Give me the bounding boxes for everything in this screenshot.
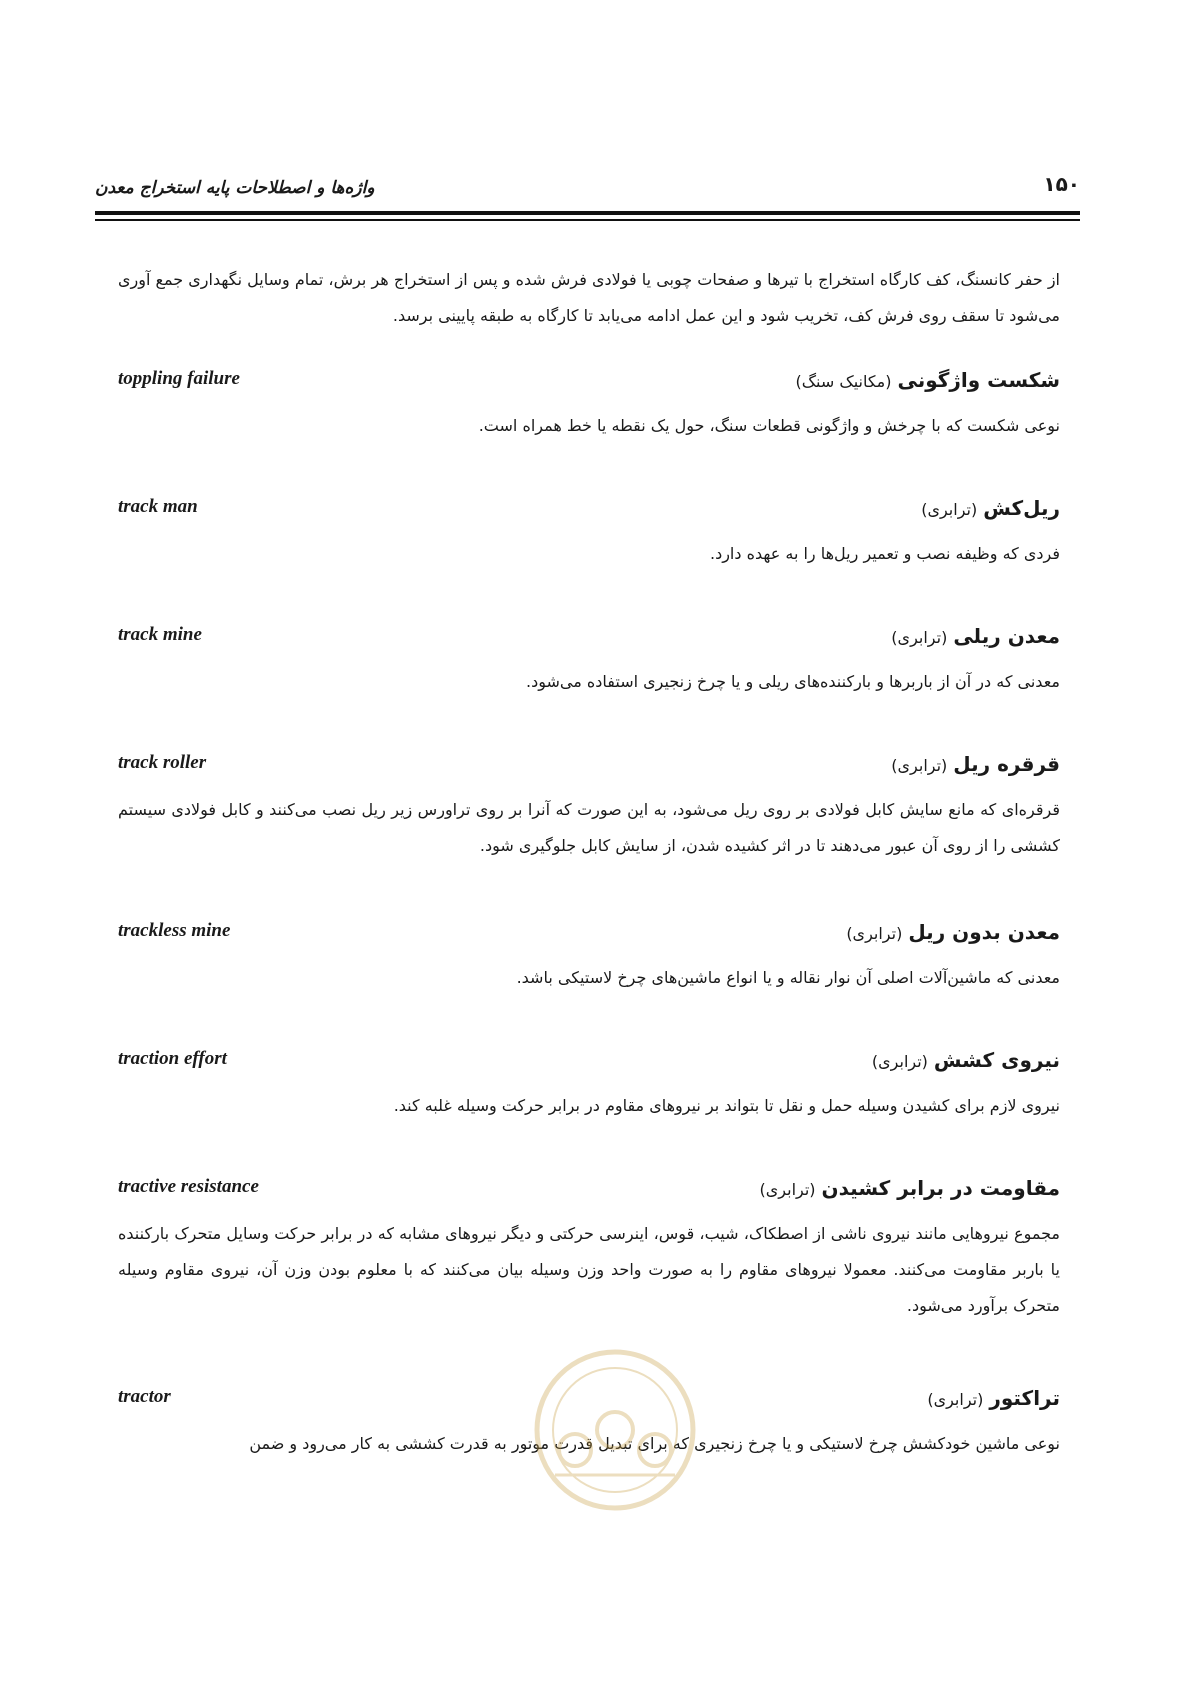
term-persian: تراکتور <box>989 1386 1060 1410</box>
term-english: trackless mine <box>118 920 231 941</box>
page-number: ۱۵۰ <box>1043 172 1080 196</box>
term-definition: نیروی لازم برای کشیدن وسیله حمل و نقل تا بتواند بر نیروهای مقاوم در برابر حرکت وسیله غلبه کند. <box>393 1096 1060 1115</box>
term-english: track mine <box>118 624 202 645</box>
term-persian: شکست واژگونی <box>897 368 1060 392</box>
term-persian: مقاومت در برابر کشیدن <box>821 1176 1060 1200</box>
glossary-entry <box>118 368 1060 444</box>
header-rule-thick <box>95 211 1080 215</box>
watermark-stamp-icon <box>495 1345 735 1515</box>
term-english: tractor <box>118 1386 171 1407</box>
glossary-entry <box>118 1048 1060 1124</box>
term-category: (ترابری) <box>891 756 948 775</box>
term-persian: قرقره ریل <box>953 752 1060 776</box>
term-definition: معدنی که ماشین‌آلات اصلی آن نوار نقاله و یا انواع ماشین‌های چرخ لاستیکی باشد. <box>516 968 1060 987</box>
term-english: track man <box>118 496 198 517</box>
term-category: (ترابری) <box>891 628 948 647</box>
page-header <box>95 172 1080 202</box>
term-english: toppling failure <box>118 368 240 389</box>
term-category: (ترابری) <box>759 1180 816 1199</box>
term-definition: قرقره‌ای که مانع سایش کابل فولادی بر روی ریل می‌شود، به این صورت که آنرا بر روی تراورس زیر ریل نصب می‌کنند و کابل فولادی سیستم کششی را از روی آن عبور می‌دهند تا در اثر کشیده شدن، از سایش کابل جلوگیری شود. <box>118 800 1060 855</box>
intro-paragraph: از حفر کانسنگ، کف کارگاه استخراج با تیرها و صفحات چوبی یا فولادی فرش شده و پس از استخراج هر برش، تمام وسایل نگهداری جمع آوری می‌شود تا سقف روی فرش کف، تخریب شود و این عمل ادامه می‌یابد تا کارگاه به طبقه پایینی برسد. <box>118 270 1060 325</box>
term-definition: فردی که وظیفه نصب و تعمیر ریل‌ها را به عهده دارد. <box>709 544 1060 563</box>
glossary-entry <box>118 624 1060 700</box>
term-category: (ترابری) <box>871 1052 928 1071</box>
term-persian: معدن بدون ریل <box>908 920 1060 944</box>
term-persian: نیروی کشش <box>933 1048 1060 1072</box>
term-category: (ترابری) <box>846 924 903 943</box>
term-persian: ریل‌کش <box>983 496 1060 520</box>
term-persian: معدن ریلی <box>953 624 1060 648</box>
glossary-entry <box>118 752 1060 864</box>
header-rule-thin <box>95 219 1080 221</box>
term-category: (مکانیک سنگ) <box>795 372 892 391</box>
glossary-entry <box>118 1176 1060 1324</box>
term-english: track roller <box>118 752 207 773</box>
term-category: (ترابری) <box>927 1390 984 1409</box>
running-title: واژه‌ها و اصطلاحات پایه استخراج معدن <box>95 178 375 198</box>
term-category: (ترابری) <box>921 500 978 519</box>
term-definition: معدنی که در آن از باربرها و بارکننده‌های ریلی و یا چرخ زنجیری استفاده می‌شود. <box>526 672 1060 691</box>
term-definition: نوعی ماشین خودکشش چرخ لاستیکی و یا چرخ زنجیری که برای تبدیل قدرت موتور به قدرت کششی به کار می‌رود و ضمن <box>249 1434 1060 1453</box>
term-english: tractive resistance <box>118 1176 259 1197</box>
glossary-entry <box>118 920 1060 996</box>
term-english: traction effort <box>118 1048 227 1069</box>
term-definition: مجموع نیروهایی مانند نیروی ناشی از اصطکاک، شیب، قوس، اینرسی حرکتی و دیگر نیروهای مشابه که در برابر حرکت وسایل متحرک بارکننده یا باربر مقاومت می‌کنند. معمولا نیروهای مقاوم را به صورت واحد وزن وسیله بیان می‌کنند که با معلوم بودن وزن آن، نیروی مقاوم وسیله متحرک برآورد می‌شود. <box>118 1224 1060 1315</box>
term-definition: نوعی شکست که با چرخش و واژگونی قطعات سنگ، حول یک نقطه یا خط همراه است. <box>478 416 1060 435</box>
glossary-entry <box>118 496 1060 572</box>
